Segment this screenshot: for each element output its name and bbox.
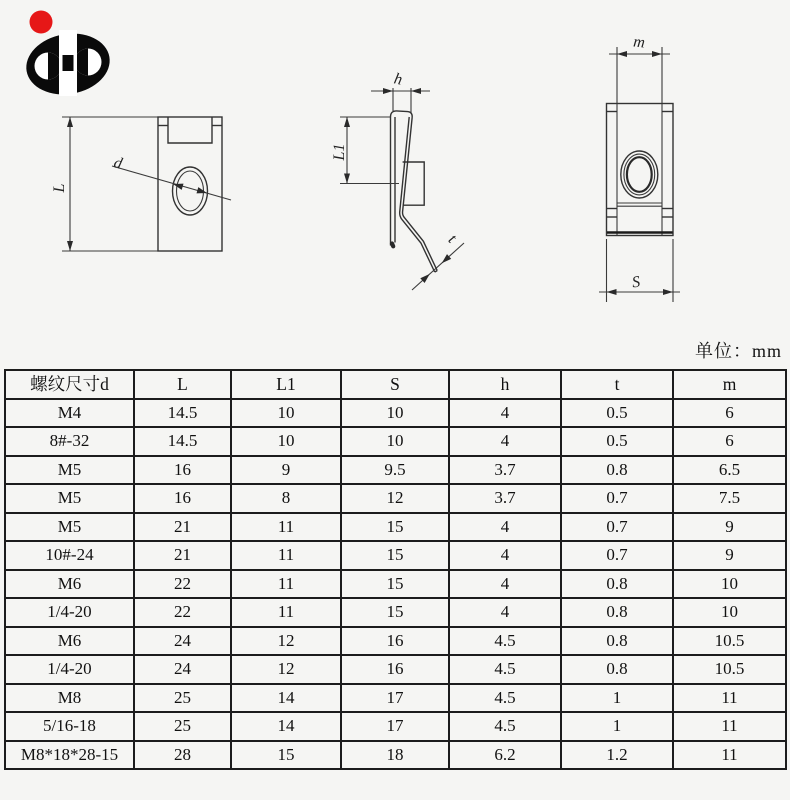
table-cell: M6 (5, 570, 134, 599)
table-row (5, 712, 786, 741)
table-cell: 24 (134, 627, 231, 656)
table-cell: 1/4-20 (5, 655, 134, 684)
table-cell: 28 (134, 741, 231, 770)
table-cell: 12 (231, 627, 341, 656)
table-cell: 22 (134, 570, 231, 599)
table-cell: 3.7 (449, 456, 561, 485)
table-cell: 0.8 (561, 570, 673, 599)
table-cell: 1/4-20 (5, 598, 134, 627)
table-cell: M8 (5, 684, 134, 713)
table-header-row (5, 370, 786, 399)
dim-label-m: m (632, 33, 646, 52)
table-row (5, 456, 786, 485)
table-cell: 24 (134, 655, 231, 684)
table-cell: 0.7 (561, 484, 673, 513)
table-row (5, 741, 786, 770)
table-cell: 0.7 (561, 541, 673, 570)
table-cell: 17 (341, 712, 449, 741)
table-row (5, 541, 786, 570)
table-cell: 10 (231, 399, 341, 428)
column-header: m (673, 370, 786, 399)
table-cell: 7.5 (673, 484, 786, 513)
table-cell: 22 (134, 598, 231, 627)
column-header: S (341, 370, 449, 399)
table-cell: 8 (231, 484, 341, 513)
table-cell: 18 (341, 741, 449, 770)
table-cell: 15 (341, 513, 449, 542)
table-cell: 0.5 (561, 399, 673, 428)
dim-label-S: S (630, 273, 642, 292)
table-cell: 10 (673, 570, 786, 599)
table-body (5, 399, 786, 770)
table-row (5, 655, 786, 684)
table-cell: 4.5 (449, 684, 561, 713)
table-cell: 4 (449, 598, 561, 627)
table-cell: 25 (134, 712, 231, 741)
column-header: L (134, 370, 231, 399)
side-view-drawing (331, 70, 464, 290)
table-cell: 6.5 (673, 456, 786, 485)
table-cell: 11 (231, 598, 341, 627)
dim-label-d: d (112, 154, 124, 173)
unit-label: 单位：mm (694, 341, 782, 361)
table-cell: 0.8 (561, 598, 673, 627)
table-cell: 9 (673, 541, 786, 570)
table-cell: 9.5 (341, 456, 449, 485)
table-cell: 4.5 (449, 627, 561, 656)
dim-label-L: L (51, 183, 68, 193)
table-cell: 10#-24 (5, 541, 134, 570)
table-cell: 0.8 (561, 655, 673, 684)
table-cell: 16 (134, 456, 231, 485)
table-cell: M5 (5, 456, 134, 485)
table-row (5, 627, 786, 656)
table-cell: 17 (341, 684, 449, 713)
table-cell: M5 (5, 513, 134, 542)
table-cell: 16 (134, 484, 231, 513)
table-cell: 11 (231, 513, 341, 542)
table-cell: 4 (449, 513, 561, 542)
table-row (5, 513, 786, 542)
table-cell: 21 (134, 513, 231, 542)
column-header: t (561, 370, 673, 399)
table-cell: 6 (673, 427, 786, 456)
technical-drawings (0, 0, 790, 365)
top-view-drawing (599, 33, 680, 302)
table-cell: 14 (231, 684, 341, 713)
table-cell: M6 (5, 627, 134, 656)
dim-label-h: h (392, 70, 404, 89)
table-cell: 10.5 (673, 627, 786, 656)
table-cell: 11 (673, 741, 786, 770)
table-cell: 11 (231, 541, 341, 570)
table-cell: 11 (231, 570, 341, 599)
table-cell: 1.2 (561, 741, 673, 770)
table-cell: M5 (5, 484, 134, 513)
table-cell: 14 (231, 712, 341, 741)
table-cell: 11 (673, 712, 786, 741)
table-cell: 4 (449, 570, 561, 599)
column-header: 螺纹尺寸d (5, 370, 134, 399)
table-cell: 4.5 (449, 655, 561, 684)
table-cell: 10 (673, 598, 786, 627)
table-cell: 15 (341, 598, 449, 627)
table-row (5, 570, 786, 599)
table-cell: 25 (134, 684, 231, 713)
table-cell: 0.8 (561, 456, 673, 485)
table-row (5, 598, 786, 627)
table-cell: M8*18*28-15 (5, 741, 134, 770)
table-row (5, 684, 786, 713)
table-cell: 15 (341, 541, 449, 570)
table-cell: 4 (449, 541, 561, 570)
table-cell: 10 (341, 427, 449, 456)
table-cell: 12 (341, 484, 449, 513)
table-cell: 14.5 (134, 427, 231, 456)
table-cell: 12 (231, 655, 341, 684)
table-cell: 6.2 (449, 741, 561, 770)
table-cell: 3.7 (449, 484, 561, 513)
table-cell: 5/16-18 (5, 712, 134, 741)
table-cell: 10 (231, 427, 341, 456)
table-cell: 1 (561, 684, 673, 713)
table-row (5, 399, 786, 428)
table-head (5, 370, 786, 399)
table-cell: 14.5 (134, 399, 231, 428)
table-cell: 16 (341, 627, 449, 656)
table-cell: 1 (561, 712, 673, 741)
table-cell: 9 (231, 456, 341, 485)
spec-table (4, 369, 787, 770)
table-cell: 15 (231, 741, 341, 770)
table-cell: 4 (449, 399, 561, 428)
table-cell: 21 (134, 541, 231, 570)
table-row (5, 427, 786, 456)
table-cell: 0.8 (561, 627, 673, 656)
column-header: L1 (231, 370, 341, 399)
table-cell: 4 (449, 427, 561, 456)
dim-label-L1: L1 (331, 143, 348, 161)
table-cell: 4.5 (449, 712, 561, 741)
table-cell: M4 (5, 399, 134, 428)
table-cell: 6 (673, 399, 786, 428)
table-cell: 9 (673, 513, 786, 542)
table-cell: 11 (673, 684, 786, 713)
table-row (5, 484, 786, 513)
table-cell: 0.7 (561, 513, 673, 542)
table-cell: 10.5 (673, 655, 786, 684)
table-cell: 10 (341, 399, 449, 428)
table-cell: 8#-32 (5, 427, 134, 456)
table-cell: 15 (341, 570, 449, 599)
front-view-drawing (51, 117, 231, 251)
column-header: h (449, 370, 561, 399)
table-cell: 0.5 (561, 427, 673, 456)
dim-label-t: t (444, 230, 460, 247)
table-cell: 16 (341, 655, 449, 684)
